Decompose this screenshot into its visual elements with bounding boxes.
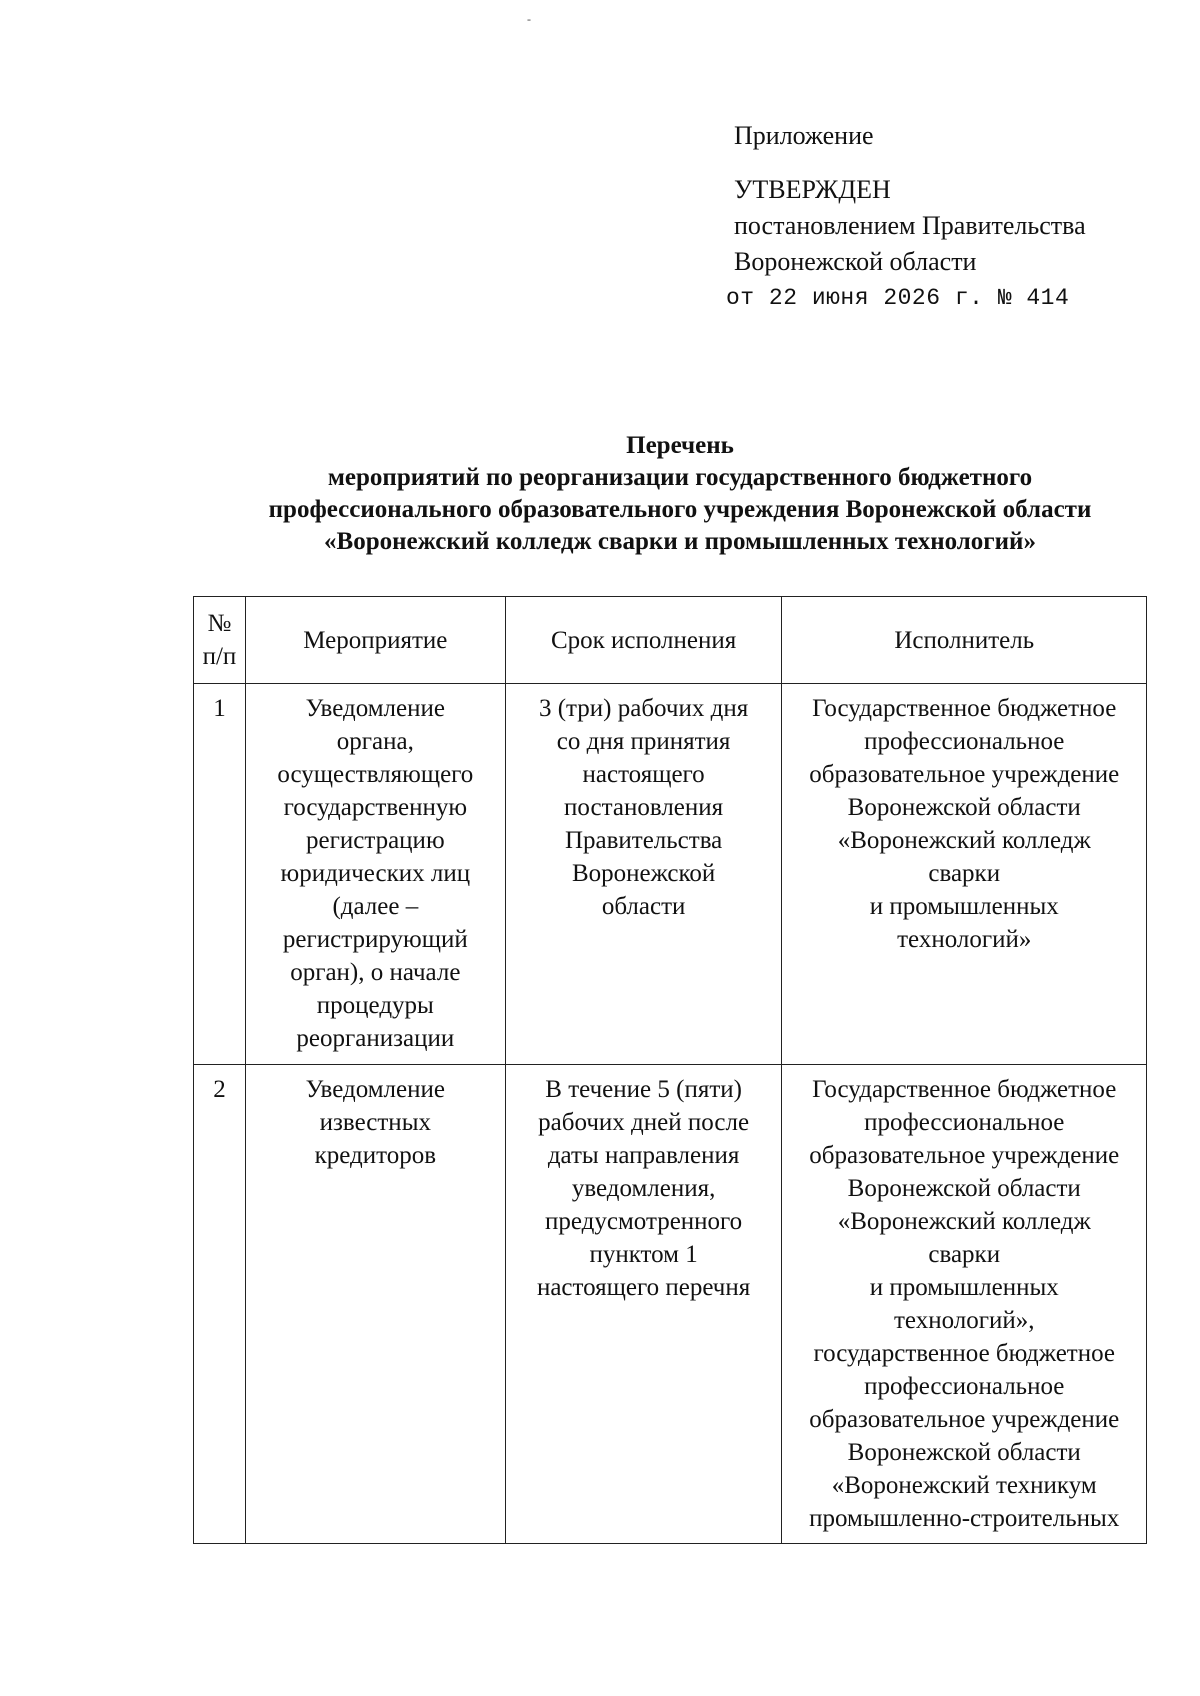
document-title — [180, 430, 1180, 558]
table-header-row — [194, 597, 1147, 684]
annex-label: Приложение — [734, 121, 874, 150]
title-line-3: профессионального образовательного учреждения Воронежской области — [268, 496, 1092, 523]
title-line-4: «Воронежский колледж сварки и промышленных технологий» — [324, 528, 1036, 555]
header-deadline: Срок исполнения — [505, 597, 782, 684]
approved-by-line-2: Воронежской области — [734, 247, 977, 276]
table-row — [194, 684, 1147, 1065]
title-line-2: мероприятий по реорганизации государственного бюджетного — [327, 464, 1033, 491]
approved-label: УТВЕРЖДЕН — [734, 175, 891, 204]
table-row — [194, 1065, 1147, 1544]
header-event: Мероприятие — [245, 597, 505, 684]
row-event: Уведомление известных кредиторов — [245, 1065, 505, 1544]
title-line-1: Перечень — [626, 432, 734, 459]
header-executor: Исполнитель — [782, 597, 1147, 684]
row-deadline: 3 (три) рабочих дня со дня принятия настоящего постановления Правительства Воронежской области — [505, 684, 782, 1065]
row-number: 2 — [194, 1065, 246, 1544]
row-deadline: В течение 5 (пяти) рабочих дней после даты направления уведомления, предусмотренного пунктом 1 настоящего перечня — [505, 1065, 782, 1544]
events-table — [193, 596, 1147, 1544]
page-top-mark: - — [527, 12, 531, 26]
approval-block — [726, 118, 1086, 316]
resolution-stamp: от 22 июня 2026 г. № 414 — [726, 285, 1070, 311]
row-executor: Государственное бюджетное профессиональное образовательное учреждение Воронежской области «Воронежский колледж сварки и промышленных технологий», государственное бюджетное профессиональное образовательное учреждение Воронежской области «Воронежский техникум промышленно-строительных — [782, 1065, 1147, 1544]
row-number: 1 — [194, 684, 246, 1065]
header-number: № п/п — [194, 597, 246, 684]
row-event: Уведомление органа, осуществляющего государственную регистрацию юридических лиц (далее – регистрирующий орган), о начале процедуры реорганизации — [245, 684, 505, 1065]
row-executor: Государственное бюджетное профессиональное образовательное учреждение Воронежской области «Воронежский колледж сварки и промышленных технологий» — [782, 684, 1147, 1065]
approved-by-line-1: постановлением Правительства — [734, 211, 1086, 240]
